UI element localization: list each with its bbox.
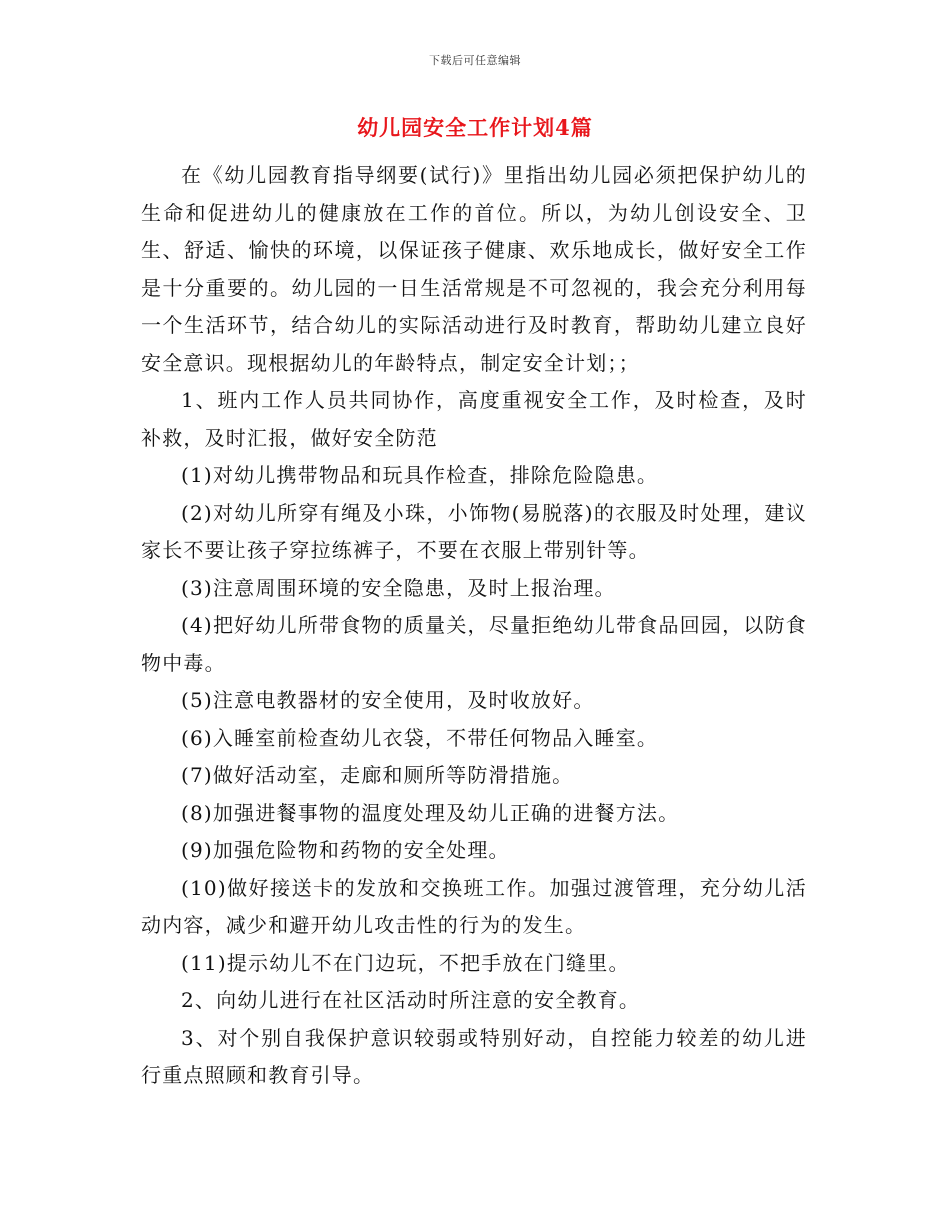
paragraph-subitem-4: (4)把好幼儿所带食物的质量关，尽量拒绝幼儿带食品回园，以防食物中毒。 (141, 613, 807, 675)
paragraph-item-3: 3、对个别自我保护意识较弱或特别好动，自控能力较差的幼儿进行重点照顾和教育引导。 (141, 1025, 807, 1087)
header-note: 下载后可任意编辑 (429, 54, 521, 67)
paragraph-subitem-5: (5)注意电教器材的安全使用，及时收放好。 (181, 688, 595, 712)
paragraph-subitem-10: (10)做好接送卡的发放和交换班工作。加强过渡管理，充分幼儿活动内容，减少和避开幼儿攻击性的行为的发生。 (141, 875, 807, 937)
document-body (141, 157, 807, 1095)
paragraph-subitem-6: (6)入睡室前检查幼儿衣袋，不带任何物品入睡室。 (181, 725, 659, 750)
paragraph-item-1: 1、班内工作人员共同协作，高度重视安全工作，及时检查，及时补救，及时汇报，做好安全防范 (141, 388, 807, 450)
paragraph-item-2: 2、向幼儿进行在社区活动时所注意的安全教育。 (181, 988, 641, 1012)
paragraph-subitem-8: (8)加强进餐事物的温度处理及幼儿正确的进餐方法。 (181, 800, 680, 825)
document-title: 幼儿园安全工作计划4篇 (357, 115, 593, 140)
paragraph-subitem-3: (3)注意周围环境的安全隐患，及时上报治理。 (181, 575, 616, 600)
paragraph-subitem-11: (11)提示幼儿不在门边玩，不把手放在门缝里。 (181, 950, 630, 975)
paragraph-subitem-1: (1)对幼儿携带物品和玩具作检查，排除危险隐患。 (181, 463, 659, 487)
paragraph-subitem-2: (2)对幼儿所穿有绳及小珠，小饰物(易脱落)的衣服及时处理，建议家长不要让孩子穿拉练裤子，不要在衣服上带别针等。 (141, 500, 807, 562)
paragraph-subitem-7: (7)做好活动室，走廊和厕所等防滑措施。 (181, 763, 574, 787)
paragraph-subitem-9: (9)加强危险物和药物的安全处理。 (181, 838, 510, 862)
paragraph-intro: 在《幼儿园教育指导纲要(试行)》里指出幼儿园必须把保护幼儿的生命和促进幼儿的健康放在工作的首位。所以，为幼儿创设安全、卫生、舒适、愉快的环境，以保证孩子健康、欢乐地成长，做好安全工作是十分重要的。幼儿园的一日生活常规是不可忽视的，我会充分利用每一个生活环节，结合幼儿的实际活动进行及时教育，帮助幼儿建立良好安全意识。现根据幼儿的年龄特点，制定安全计划；； (141, 163, 807, 375)
